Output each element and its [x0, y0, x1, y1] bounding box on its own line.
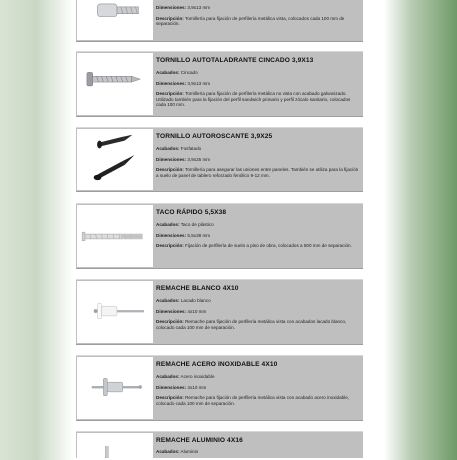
- plastic-anchor-icon: [77, 205, 153, 267]
- product-image: [77, 129, 153, 190]
- product-card: [76, 203, 363, 269]
- product-dimensions: Dimensiones: 5,5x38 mm: [156, 232, 211, 238]
- product-title: REMACHE ACERO INOXIDABLE 4X10: [156, 361, 278, 368]
- product-description: Descripción: Tornillería para fijación de perfilería metálica vista, colocados cada 100 mm de separación.: [156, 15, 345, 27]
- product-card: [76, 431, 363, 458]
- product-finish: Acabados: Taco de plástico: [156, 222, 214, 227]
- product-title: TACO RÁPIDO 5,5X38: [156, 209, 227, 216]
- white-rivet-icon: [77, 281, 153, 343]
- self-drilling-screw-icon: [77, 0, 153, 40]
- self-drilling-screw-icon: [77, 53, 153, 115]
- product-title: TORNILLO AUTOROSCANTE 3,9X25: [156, 133, 273, 140]
- product-card: [76, 127, 363, 192]
- aluminium-rivet-icon: [77, 433, 153, 458]
- product-dimensions: Dimensiones: 3,9x13 mm: [156, 80, 211, 86]
- product-image: [77, 0, 153, 40]
- product-image: [77, 281, 153, 343]
- product-card: [76, 0, 363, 42]
- product-image: [77, 205, 153, 267]
- product-dimensions: Dimensiones: 3,9x25 mm: [156, 156, 211, 162]
- product-description: Descripción: Remache para fijación de perfilería metálica vista con acabados lacado blanco, colocado cada 100 mm de separación.: [156, 319, 347, 330]
- drywall-screw-icon: [77, 129, 153, 190]
- product-title: REMACHE ALUMINIO 4X16: [156, 437, 243, 444]
- product-finish: Acabados: Acero inoxidable: [156, 374, 215, 379]
- product-card: [76, 279, 363, 345]
- product-description: Descripción: Tornillería para fijación de perfilería metálica no vista con acabado galvanizado. Utilizado también para la fijación del perfil sandwich primario y perfil zócalo sanitario, colocados cada 100 mm.: [156, 91, 351, 108]
- product-description: Descripción: Fijación de perfilería de suelo a piso de obra, colocados a 500 mm de separación.: [156, 243, 352, 249]
- product-image: [77, 433, 153, 458]
- product-dimensions: Dimensiones: 4x10 mm: [156, 308, 207, 314]
- product-finish: Acabados: Aluminio: [156, 449, 199, 454]
- product-finish: Acabados: Lacado blanco: [156, 298, 211, 303]
- product-dimensions: Dimensiones: 3,9x13 mm: [156, 5, 211, 10]
- stainless-rivet-icon: [77, 357, 153, 419]
- product-title: TORNILLO AUTOTALADRANTE CINCADO 3,9X13: [156, 57, 314, 64]
- product-description: Descripción: Tornillería para asegurar las uniones entre paneles. También se utiliza para la fijación a suelo de panel de tablero reforzado fenólico 9-12 mm.: [156, 167, 359, 178]
- product-finish: Acabados: Cincado: [156, 70, 198, 75]
- product-finish: Acabados: Fosfatado: [156, 146, 202, 151]
- product-image: [77, 357, 153, 419]
- product-title: REMACHE BLANCO 4X10: [156, 285, 239, 292]
- product-card: [76, 51, 363, 117]
- product-image: [77, 53, 153, 115]
- product-card: [76, 355, 363, 421]
- product-dimensions: Dimensiones: 4x10 mm: [156, 384, 207, 390]
- product-description: Descripción: Remache para fijación de perfilería metálica vista con acabado acero inoxidable, colocado cada 100 mm de separación.: [156, 395, 350, 406]
